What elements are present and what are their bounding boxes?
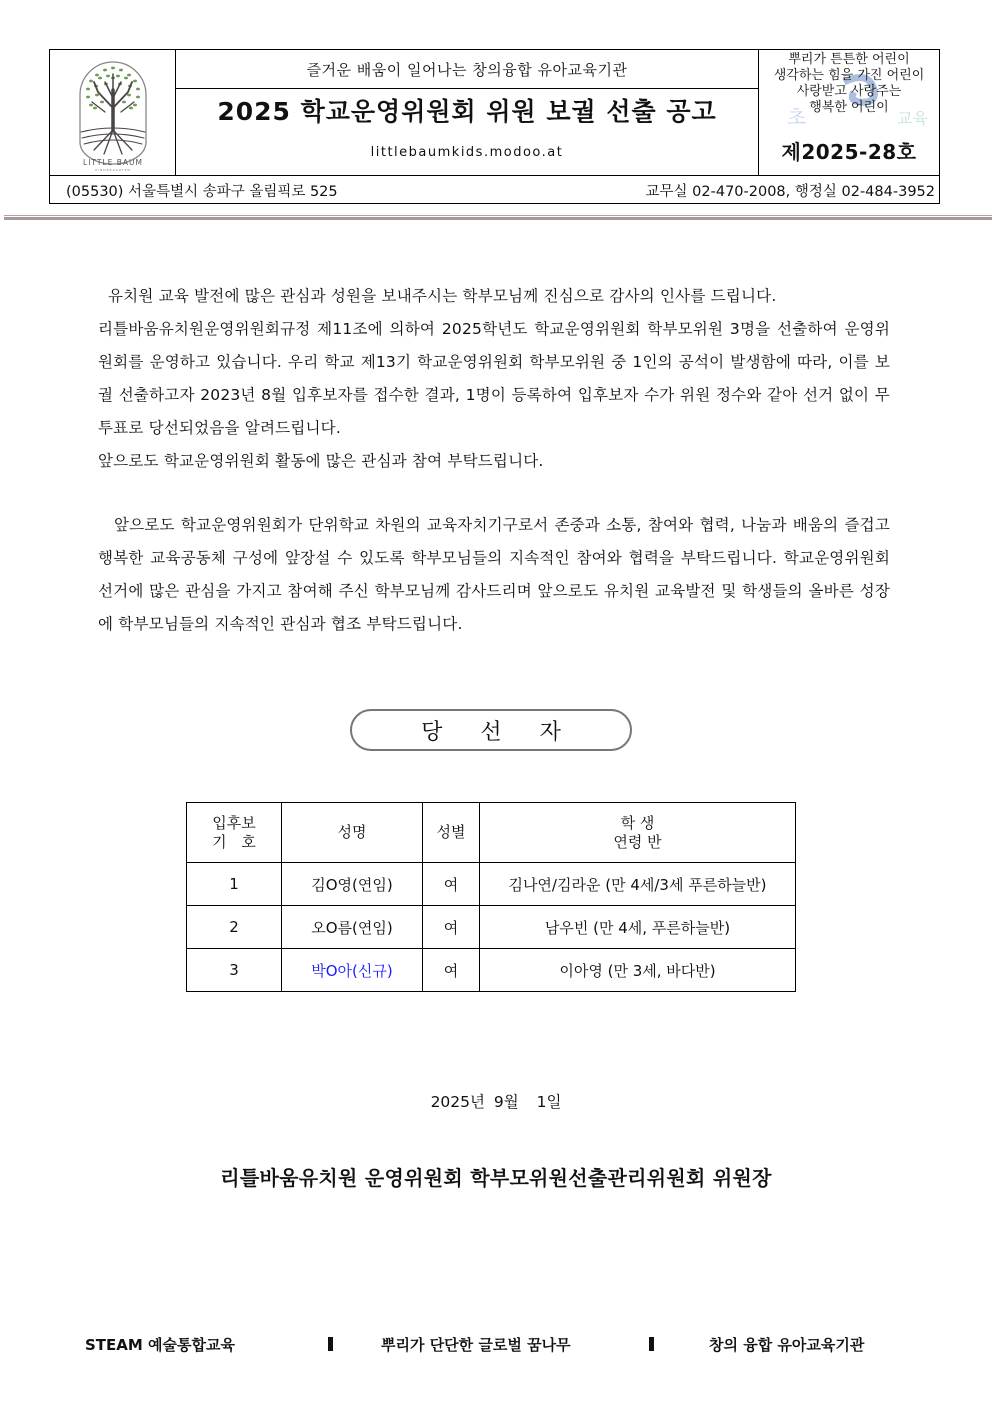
column-header-number [187,803,282,863]
candidate-number: 1 [187,863,282,906]
candidate-name: 김O영(연임) [282,863,423,906]
logo-cell [50,50,176,175]
separator-bar-icon [328,1337,333,1351]
header-text: 연령 반 [613,832,662,851]
table-header-row [187,803,796,863]
column-header-gender: 성별 [423,803,480,863]
winners-label: 당선자 [350,709,632,751]
header-right [758,50,939,175]
separator-bar-icon [649,1337,654,1351]
candidate-gender: 여 [423,906,480,949]
candidate-name: 오O름(연임) [282,906,423,949]
column-header-name: 성명 [282,803,423,863]
table-row [187,949,796,992]
issue-date: 2025년 9월 1일 [430,1093,562,1111]
school-motto [759,50,939,116]
candidate-gender: 여 [423,949,480,992]
student-info: 김나연/김라운 (만 4세/3세 푸른하늘반) [480,863,796,906]
header-divider [4,215,992,220]
closing-line: 앞으로도 학교운영위원회 활동에 많은 관심과 참여 부탁드립니다. [98,452,544,470]
motto-line: 뿌리가 튼튼한 어린이 [788,52,910,67]
candidate-gender: 여 [423,863,480,906]
school-address: (05530) 서울특별시 송파구 올림픽로 525 [66,183,338,200]
footer-slogan: 뿌리가 단단한 글로벌 꿈나무 [381,1336,571,1354]
footer-slogan: 창의 융합 유아교육기관 [709,1336,865,1354]
svg-text:KINDERGARTEN: KINDERGARTEN [95,168,131,172]
motto-line: 사랑받고 사랑주는 [796,84,902,99]
footer-slogan: STEAM 예술통합교육 [85,1336,235,1354]
page-title: 2025 학교운영위원회 위원 보궐 선출 공고 [217,97,717,126]
signatory: 리틀바움유치원 운영위원회 학부모위원선출관리위원회 위원장 [220,1166,772,1190]
student-info: 이아영 (만 3세, 바다반) [480,949,796,992]
svg-text:LITTLE BAUM: LITTLE BAUM [83,158,143,167]
header-text: 기 호 [212,832,256,851]
tree-logo-icon [50,50,176,175]
svg-text:교육: 교육 [897,109,928,128]
candidate-number: 2 [187,906,282,949]
website-url: littlebaumkids.modoo.at [370,145,564,160]
header-slogan: 즐거운 배움이 일어나는 창의융합 유아교육기관 [176,50,758,89]
second-paragraph [98,509,890,641]
header-text: 학 생 [620,813,655,832]
header-text: 입후보 [212,813,256,832]
intro-paragraph [98,280,890,478]
appreciation-text: 앞으로도 학교운영위원회가 단위학교 차원의 교육자치기구로서 존중과 소통, 참여와 협력, 나눔과 배움의 즐겁고 행복한 교육공동체 구성에 앞장설 수 있도록 학부모님들의 지속적인 참여와 협력을 부탁드립니다. 학교운영위원회 선거에 많은 관심을 가지고 참여해 주신 학부모님께 감사드리며 앞으로도 유치원 교육발전 및 학생들의 올바른 성장에 학부모님들의 지속적인 관심과 협조 부탁드립니다. [98,516,890,633]
candidate-name: 박O아(신규) [282,949,423,992]
motto-line: 생각하는 힘을 가진 어린이 [773,68,925,83]
motto-line: 행복한 어린이 [809,100,889,115]
table-row [187,906,796,949]
document-header [49,49,940,204]
phone-numbers: 교무실 02-470-2008, 행정실 02-484-3952 [645,183,935,200]
column-header-student [480,803,796,863]
document-number: 제2025-28호 [781,140,917,164]
greeting-line: 유치원 교육 발전에 많은 관심과 성원을 보내주시는 학부모님께 진심으로 감사의 인사를 드립니다. [108,287,777,305]
candidate-number: 3 [187,949,282,992]
contact-row [50,175,939,204]
notice-text: 리틀바움유치원운영위원회규정 제11조에 의하여 2025학년도 학교운영위원회 학부모위원 3명을 선출하여 운영위원회를 운영하고 있습니다. 우리 학교 제13기 학교운영위원회 학부모위원 중 1인의 공석이 발생함에 따라, 이를 보궐 선출하고자 2023년 8월 입후보자를 접수한 결과, 1명이 등록하여 입후보자 수가 위원 정수와 같아 선거 없이 무투표로 당선되었음을 알려드립니다. [98,320,890,437]
winners-table [186,802,796,992]
header-center [176,50,758,175]
svg-text:초: 초 [787,105,807,129]
student-info: 남우빈 (만 4세, 푸른하늘반) [480,906,796,949]
table-row [187,863,796,906]
